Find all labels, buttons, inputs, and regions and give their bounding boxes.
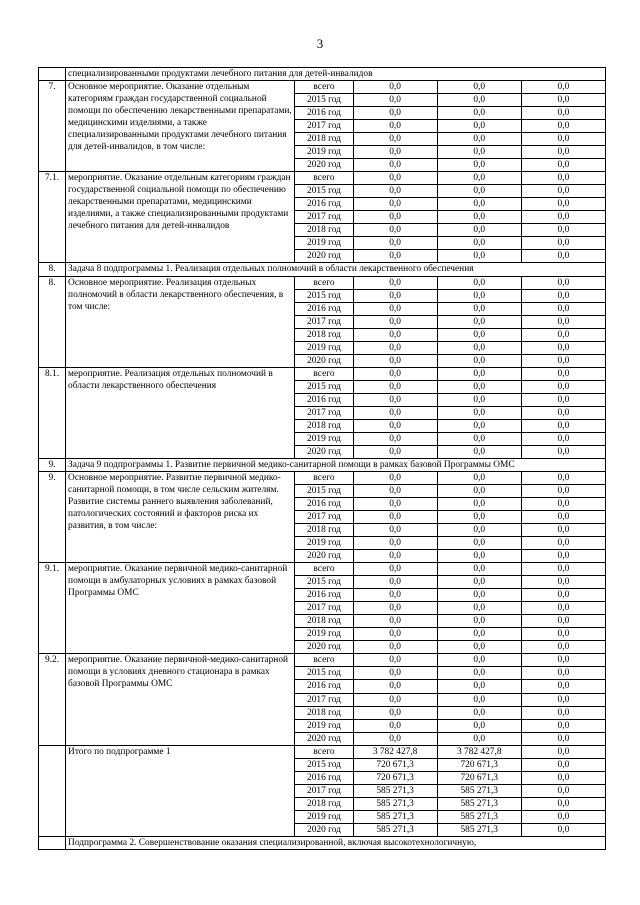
task-row [39,458,606,471]
value-budget: 0,0 [437,289,521,302]
period-cell: 2019 год [295,537,353,550]
period-cell: всего [295,563,353,576]
value-other: 0,0 [521,393,605,406]
value-total: 0,0 [353,419,437,432]
value-other: 0,0 [521,146,605,159]
value-budget: 0,0 [437,315,521,328]
table-row [39,276,606,289]
value-budget: 0,0 [437,602,521,615]
value-other: 0,0 [521,745,605,758]
value-total: 0,0 [353,693,437,706]
value-other: 0,0 [521,667,605,680]
value-budget: 0,0 [437,380,521,393]
value-budget: 585 271,3 [437,784,521,797]
value-total: 0,0 [353,706,437,719]
value-other: 0,0 [521,589,605,602]
period-cell: 2016 год [295,680,353,693]
value-total: 0,0 [353,367,437,380]
value-other: 0,0 [521,615,605,628]
value-other: 0,0 [521,602,605,615]
value-total: 0,0 [353,563,437,576]
period-cell: 2016 год [295,302,353,315]
value-total: 0,0 [353,471,437,484]
value-total: 0,0 [353,276,437,289]
value-budget: 0,0 [437,485,521,498]
period-cell: 2018 год [295,328,353,341]
value-other: 0,0 [521,771,605,784]
value-total: 0,0 [353,328,437,341]
value-total: 0,0 [353,680,437,693]
value-budget: 0,0 [437,146,521,159]
value-other: 0,0 [521,94,605,107]
value-budget: 0,0 [437,133,521,146]
value-other: 0,0 [521,524,605,537]
period-cell: 2019 год [295,432,353,445]
period-cell: 2016 год [295,771,353,784]
period-cell: всего [295,471,353,484]
period-cell: 2019 год [295,810,353,823]
row-number: 9. [39,471,66,562]
period-cell: всего [295,654,353,667]
row-number: 9. [39,458,66,471]
period-cell: 2018 год [295,706,353,719]
value-budget: 0,0 [437,680,521,693]
value-other: 0,0 [521,810,605,823]
value-budget: 0,0 [437,550,521,563]
table-row [39,367,606,380]
value-other: 0,0 [521,641,605,654]
value-total: 0,0 [353,602,437,615]
period-cell: всего [295,276,353,289]
period-cell: 2019 год [295,237,353,250]
period-cell: 2020 год [295,732,353,745]
value-total: 0,0 [353,250,437,263]
value-other: 0,0 [521,485,605,498]
value-other: 0,0 [521,719,605,732]
value-total: 0,0 [353,524,437,537]
value-total: 0,0 [353,537,437,550]
value-budget: 0,0 [437,732,521,745]
period-cell: 2018 год [295,797,353,810]
activity-description: Основное мероприятие. Реализация отдельных полномочий в области лекарственного обеспечения, в том числе: [66,276,295,367]
value-budget: 0,0 [437,719,521,732]
period-cell: 2020 год [295,354,353,367]
value-total: 720 671,3 [353,758,437,771]
continuation-text: специализированными продуктами лечебного питания для детей-инвалидов [66,68,606,81]
value-budget: 0,0 [437,159,521,172]
row-number [39,745,66,836]
value-other: 0,0 [521,628,605,641]
value-total: 0,0 [353,667,437,680]
row-number: 9.2. [39,654,66,745]
period-cell: 2015 год [295,94,353,107]
value-other: 0,0 [521,107,605,120]
task-title: Задача 8 подпрограммы 1. Реализация отдельных полномочий в области лекарственного обеспечения [66,263,606,276]
value-total: 0,0 [353,302,437,315]
value-other: 0,0 [521,732,605,745]
period-cell: 2018 год [295,419,353,432]
value-other: 0,0 [521,133,605,146]
row-number: 8. [39,276,66,367]
value-other: 0,0 [521,224,605,237]
value-budget: 0,0 [437,250,521,263]
value-total: 0,0 [353,719,437,732]
value-budget: 0,0 [437,693,521,706]
period-cell: 2020 год [295,550,353,563]
period-cell: 2020 год [295,641,353,654]
period-cell: 2016 год [295,198,353,211]
value-other: 0,0 [521,550,605,563]
period-cell: 2018 год [295,615,353,628]
value-total: 0,0 [353,94,437,107]
value-budget: 0,0 [437,341,521,354]
value-total: 0,0 [353,81,437,94]
value-total: 720 671,3 [353,771,437,784]
value-budget: 0,0 [437,393,521,406]
value-other: 0,0 [521,563,605,576]
row-number: 8.1. [39,367,66,458]
table-row [39,471,606,484]
value-budget: 0,0 [437,471,521,484]
period-cell: 2020 год [295,250,353,263]
budget-table [38,67,606,850]
value-other: 0,0 [521,81,605,94]
value-budget: 0,0 [437,445,521,458]
value-total: 3 782 427,8 [353,745,437,758]
value-budget: 0,0 [437,120,521,133]
table-body [39,68,606,850]
value-other: 0,0 [521,797,605,810]
value-other: 0,0 [521,706,605,719]
value-total: 0,0 [353,393,437,406]
period-cell: 2017 год [295,602,353,615]
period-cell: 2019 год [295,719,353,732]
value-other: 0,0 [521,315,605,328]
value-total: 0,0 [353,289,437,302]
period-cell: 2018 год [295,224,353,237]
value-budget: 0,0 [437,81,521,94]
value-budget: 0,0 [437,107,521,120]
period-cell: 2020 год [295,159,353,172]
value-other: 0,0 [521,120,605,133]
value-budget: 0,0 [437,511,521,524]
value-budget: 0,0 [437,563,521,576]
value-total: 0,0 [353,380,437,393]
value-budget: 0,0 [437,524,521,537]
continuation-row [39,68,606,81]
value-budget: 0,0 [437,537,521,550]
period-cell: 2015 год [295,185,353,198]
value-budget: 0,0 [437,667,521,680]
value-other: 0,0 [521,419,605,432]
value-budget: 0,0 [437,185,521,198]
value-other: 0,0 [521,511,605,524]
value-other: 0,0 [521,823,605,836]
table-row [39,654,606,667]
period-cell: всего [295,81,353,94]
value-other: 0,0 [521,289,605,302]
value-budget: 720 671,3 [437,758,521,771]
value-other: 0,0 [521,198,605,211]
value-total: 0,0 [353,354,437,367]
period-cell: 2019 год [295,628,353,641]
table-row [39,563,606,576]
task-row [39,263,606,276]
value-other: 0,0 [521,406,605,419]
period-cell: 2020 год [295,823,353,836]
value-total: 0,0 [353,406,437,419]
value-budget: 0,0 [437,367,521,380]
value-total: 0,0 [353,485,437,498]
value-budget: 0,0 [437,406,521,419]
period-cell: всего [295,745,353,758]
value-budget: 0,0 [437,641,521,654]
value-other: 0,0 [521,250,605,263]
table-row [39,172,606,185]
value-total: 585 271,3 [353,810,437,823]
value-budget: 0,0 [437,419,521,432]
value-budget: 585 271,3 [437,810,521,823]
value-other: 0,0 [521,471,605,484]
value-total: 0,0 [353,732,437,745]
period-cell: 2018 год [295,524,353,537]
period-cell: 2017 год [295,211,353,224]
table-row [39,745,606,758]
value-other: 0,0 [521,576,605,589]
value-budget: 0,0 [437,654,521,667]
period-cell: 2015 год [295,289,353,302]
row-number: 8. [39,263,66,276]
value-total: 585 271,3 [353,823,437,836]
value-budget: 0,0 [437,354,521,367]
value-budget: 0,0 [437,432,521,445]
value-other: 0,0 [521,784,605,797]
value-other: 0,0 [521,445,605,458]
value-total: 0,0 [353,185,437,198]
value-other: 0,0 [521,367,605,380]
activity-description: мероприятие. Реализация отдельных полномочий в области лекарственного обеспечения [66,367,295,458]
activity-description: Итого по подпрограмме 1 [66,745,295,836]
value-other: 0,0 [521,758,605,771]
period-cell: 2017 год [295,784,353,797]
value-other: 0,0 [521,654,605,667]
value-other: 0,0 [521,237,605,250]
period-cell: всего [295,367,353,380]
value-total: 0,0 [353,146,437,159]
value-total: 0,0 [353,315,437,328]
row-number [39,836,66,849]
value-total: 0,0 [353,237,437,250]
value-total: 0,0 [353,498,437,511]
value-total: 585 271,3 [353,784,437,797]
value-budget: 0,0 [437,498,521,511]
value-other: 0,0 [521,354,605,367]
value-other: 0,0 [521,498,605,511]
period-cell: 2018 год [295,133,353,146]
value-other: 0,0 [521,341,605,354]
value-other: 0,0 [521,328,605,341]
value-budget: 585 271,3 [437,797,521,810]
value-other: 0,0 [521,693,605,706]
value-total: 0,0 [353,133,437,146]
value-budget: 0,0 [437,94,521,107]
value-total: 0,0 [353,172,437,185]
value-total: 0,0 [353,211,437,224]
value-total: 0,0 [353,159,437,172]
value-other: 0,0 [521,680,605,693]
period-cell: 2017 год [295,693,353,706]
period-cell: 2019 год [295,146,353,159]
period-cell: 2020 год [295,445,353,458]
value-total: 0,0 [353,641,437,654]
value-budget: 720 671,3 [437,771,521,784]
value-total: 0,0 [353,341,437,354]
value-total: 0,0 [353,511,437,524]
value-total: 0,0 [353,224,437,237]
value-budget: 0,0 [437,198,521,211]
period-cell: 2019 год [295,341,353,354]
value-other: 0,0 [521,537,605,550]
period-cell: 2016 год [295,393,353,406]
subprogram-row [39,836,606,849]
row-number: 7. [39,81,66,172]
value-budget: 0,0 [437,576,521,589]
period-cell: 2017 год [295,315,353,328]
period-cell: 2016 год [295,498,353,511]
value-budget: 3 782 427,8 [437,745,521,758]
value-budget: 0,0 [437,276,521,289]
value-other: 0,0 [521,432,605,445]
value-other: 0,0 [521,211,605,224]
value-total: 0,0 [353,550,437,563]
value-total: 0,0 [353,628,437,641]
value-other: 0,0 [521,159,605,172]
value-other: 0,0 [521,380,605,393]
value-budget: 0,0 [437,211,521,224]
activity-description: мероприятие. Оказание отдельным категориям граждан государственной социальной помощи по обеспечению лекарственными препаратами, медицинскими изделиями, а также специализированными продуктами лечебного питания для детей-инвалидов [66,172,295,263]
period-cell: 2016 год [295,589,353,602]
value-budget: 0,0 [437,172,521,185]
value-total: 0,0 [353,432,437,445]
period-cell: 2015 год [295,485,353,498]
table-row [39,81,606,94]
value-other: 0,0 [521,302,605,315]
period-cell: 2017 год [295,120,353,133]
value-budget: 0,0 [437,302,521,315]
value-budget: 0,0 [437,224,521,237]
activity-description: Основное мероприятие. Развитие первичной медико-санитарной помощи, в том числе сельским жителям. Развитие системы раннего выявления заболеваний, патологических состояний и факторов риска их развития, в том числе: [66,471,295,562]
subprogram-title: Подпрограмма 2. Совершенствование оказания специализированной, включая высокотехнологичную, [66,836,606,849]
value-total: 0,0 [353,589,437,602]
value-budget: 585 271,3 [437,823,521,836]
period-cell: всего [295,172,353,185]
value-total: 0,0 [353,654,437,667]
value-total: 0,0 [353,615,437,628]
value-budget: 0,0 [437,706,521,719]
value-total: 0,0 [353,445,437,458]
value-budget: 0,0 [437,628,521,641]
period-cell: 2015 год [295,380,353,393]
value-other: 0,0 [521,172,605,185]
task-title: Задача 9 подпрограммы 1. Развитие первичной медико-санитарной помощи в рамках базовой Программы ОМС [66,458,606,471]
period-cell: 2017 год [295,406,353,419]
value-budget: 0,0 [437,328,521,341]
value-total: 0,0 [353,576,437,589]
row-number: 9.1. [39,563,66,654]
period-cell: 2015 год [295,576,353,589]
period-cell: 2016 год [295,107,353,120]
page-number: 3 [316,36,324,51]
activity-description: мероприятие. Оказание первичной-медико-санитарной помощи в условиях дневного стационара в рамках базовой Программы ОМС [66,654,295,745]
activity-description: Основное мероприятие. Оказание отдельным категориям граждан государственной социальной помощи по обеспечению лекарственными препаратами, медицинскими изделиями, а также специализированными продуктами лечебного питания для детей-инвалидов, в том числе: [66,81,295,172]
value-total: 0,0 [353,120,437,133]
value-budget: 0,0 [437,615,521,628]
period-cell: 2015 год [295,758,353,771]
value-other: 0,0 [521,276,605,289]
row-number: 7.1. [39,172,66,263]
period-cell: 2017 год [295,511,353,524]
value-total: 585 271,3 [353,797,437,810]
value-budget: 0,0 [437,589,521,602]
activity-description: мероприятие. Оказание первичной медико-санитарной помощи в амбулаторных условиях в рамках базовой Программы ОМС [66,563,295,654]
value-budget: 0,0 [437,237,521,250]
value-total: 0,0 [353,198,437,211]
row-number [39,68,66,81]
value-total: 0,0 [353,107,437,120]
value-other: 0,0 [521,185,605,198]
period-cell: 2015 год [295,667,353,680]
